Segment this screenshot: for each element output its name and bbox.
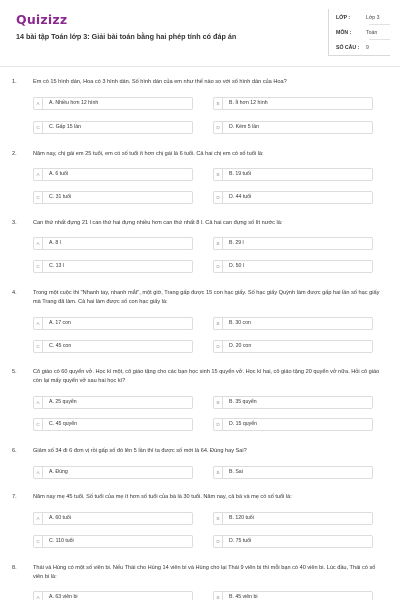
option-letter: A	[34, 318, 43, 329]
answer-option[interactable]	[213, 121, 373, 134]
option-text: C. Gấp 15 lần	[49, 124, 82, 130]
answer-option[interactable]	[213, 97, 373, 110]
option-text: A. 63 viên bi	[49, 594, 78, 600]
option-letter: B	[214, 467, 223, 478]
question-number: 5.	[12, 369, 17, 375]
option-text: C. 13 l	[49, 263, 64, 269]
question-number: 1.	[12, 79, 17, 85]
option-letter: C	[34, 261, 43, 272]
option-letter: D	[214, 192, 223, 203]
grade-value: Lớp 3	[366, 15, 380, 21]
subject-value: Toán	[366, 30, 378, 36]
option-letter: A	[34, 98, 43, 109]
option-text: A. 25 quyển	[49, 399, 77, 405]
option-letter: A	[34, 592, 43, 600]
option-letter: B	[214, 318, 223, 329]
option-letter: A	[34, 238, 43, 249]
option-letter: C	[34, 192, 43, 203]
subject-label: MÔN :	[336, 30, 352, 36]
question-text: Thái và Hùng có một số viên bi. Nếu Thái cho Hùng 14 viên bi và Hùng cho lại Thái 9 viên bi thì mỗi bạn có 40 viên bi. Lúc đầu, Thái có số viên bi là:	[33, 565, 376, 580]
answer-option[interactable]	[33, 191, 193, 204]
option-text: C. 45 con	[49, 343, 72, 349]
question-number: 6.	[12, 448, 17, 454]
answer-option[interactable]	[33, 260, 193, 273]
answer-option[interactable]	[213, 340, 373, 353]
worksheet-title: 14 bài tập Toán lớp 3: Giải bài toán bằng hai phép tính có đáp án	[16, 32, 237, 41]
option-text: A. 60 tuổi	[49, 515, 71, 521]
question-text: Năm nay, chị gái em 25 tuổi, em có số tuổi ít hơn chị gái là 6 tuổi. Cả hai chị em có số tuổi là:	[33, 151, 264, 157]
answer-option[interactable]	[33, 340, 193, 353]
option-text: A. Nhiều hơn 12 hình	[49, 100, 99, 106]
answer-option[interactable]	[213, 418, 373, 431]
answer-option[interactable]	[213, 260, 373, 273]
question-number: 8.	[12, 565, 17, 571]
question-text: Năm nay mẹ 45 tuổi. Số tuổi của mẹ ít hơn số tuổi của bà là 30 tuổi. Năm nay, cả bà và mẹ có số tuổi là:	[33, 494, 292, 500]
info-row-count	[336, 42, 388, 56]
answer-option[interactable]	[33, 591, 193, 600]
answer-option[interactable]	[33, 97, 193, 110]
option-text: D. 75 tuổi	[229, 538, 252, 544]
question-text: Giảm số 34 đi 6 đơn vị rồi gấp số đó lên 5 lần thì ta được số mới là 64. Đúng hay Sai?	[33, 448, 247, 454]
answer-option[interactable]	[213, 512, 373, 525]
option-letter: B	[214, 397, 223, 408]
option-letter: C	[34, 341, 43, 352]
option-letter: B	[214, 238, 223, 249]
option-text: A. 6 tuổi	[49, 171, 69, 177]
answer-option[interactable]	[33, 512, 193, 525]
answer-option[interactable]	[213, 396, 373, 409]
grade-label: LỚP :	[336, 15, 351, 21]
option-text: B. 19 tuổi	[229, 171, 251, 177]
answer-option[interactable]	[33, 121, 193, 134]
option-text: D. 20 con	[229, 343, 252, 349]
option-text: D. 50 l	[229, 263, 244, 269]
option-text: A. 8 l	[49, 240, 61, 246]
option-text: D. 44 tuổi	[229, 194, 252, 200]
answer-option[interactable]	[213, 535, 373, 548]
option-letter: C	[34, 419, 43, 430]
option-letter: B	[214, 98, 223, 109]
question-text: Can thứ nhất đựng 21 l can thứ hai đựng nhiều hơn can thứ nhất 8 l. Cả hai can đựng số lít nước là:	[33, 220, 283, 226]
question-number: 4.	[12, 290, 17, 296]
option-text: D. Kém 5 lần	[229, 124, 259, 130]
info-divider	[369, 39, 390, 40]
answer-option[interactable]	[213, 591, 373, 600]
option-letter: A	[34, 397, 43, 408]
option-text: C. 45 quyển	[49, 421, 77, 427]
question-count-value: 9	[366, 45, 369, 51]
option-text: D. 15 quyển	[229, 421, 257, 427]
answer-option[interactable]	[213, 237, 373, 250]
option-text: C. 31 tuổi	[49, 194, 72, 200]
header-divider	[0, 66, 400, 67]
option-letter: B	[214, 513, 223, 524]
question-number: 3.	[12, 220, 17, 226]
option-text: B. 45 viên bi	[229, 594, 258, 600]
question-text: Cô giáo có 60 quyển vở. Học kì một, cô giáo tặng cho các bạn học sinh 15 quyển vở. Học kì hai, cô giáo tặng 20 quyển vở nữa. Hỏi cô giáo còn lại mấy quyển vở sau hai học kì?	[33, 369, 380, 384]
option-text: B. Sai	[229, 469, 243, 475]
option-letter: B	[214, 592, 223, 600]
option-letter: D	[214, 341, 223, 352]
answer-option[interactable]	[33, 168, 193, 181]
option-text: B. 29 l	[229, 240, 244, 246]
quizizz-logo: Quizizz	[16, 12, 68, 27]
answer-option[interactable]	[213, 317, 373, 330]
answer-option[interactable]	[33, 466, 193, 479]
answer-option[interactable]	[213, 466, 373, 479]
answer-option[interactable]	[33, 396, 193, 409]
option-letter: C	[34, 122, 43, 133]
option-letter: B	[214, 169, 223, 180]
answer-option[interactable]	[213, 191, 373, 204]
answer-option[interactable]	[33, 317, 193, 330]
info-divider	[369, 24, 390, 25]
option-text: B. Ít hơn 12 hình	[229, 100, 268, 106]
option-text: C. 110 tuổi	[49, 538, 74, 544]
option-letter: A	[34, 467, 43, 478]
option-letter: A	[34, 513, 43, 524]
option-letter: D	[214, 261, 223, 272]
option-text: B. 35 quyển	[229, 399, 257, 405]
answer-option[interactable]	[33, 237, 193, 250]
question-text: Em có 15 hình dán, Hoa có 3 hình dán. Số hình dán của em như thế nào so với số hình dán của Hoa?	[33, 79, 287, 85]
option-letter: D	[214, 536, 223, 547]
option-text: A. Đúng	[49, 469, 68, 475]
question-number: 7.	[12, 494, 17, 500]
option-letter: A	[34, 169, 43, 180]
question-text: Trong một cuộc thi "Nhanh tay, nhanh mắt", một giờ, Trang gấp được 15 con hạc giấy. Số hạc giấy Quỳnh làm được gấp hai lần số hạc giấy mà Trang đã làm. Cả hai làm được số con hạc giấy là:	[33, 290, 380, 305]
option-text: A. 17 con	[49, 320, 71, 326]
question-count-label: SỐ CÂU :	[336, 45, 360, 51]
option-text: B. 30 con	[229, 320, 251, 326]
answer-option[interactable]	[213, 168, 373, 181]
option-letter: C	[34, 536, 43, 547]
option-letter: D	[214, 419, 223, 430]
answer-option[interactable]	[33, 418, 193, 431]
option-letter: D	[214, 122, 223, 133]
question-number: 2.	[12, 151, 17, 157]
option-text: B. 120 tuổi	[229, 515, 254, 521]
worksheet-info-box	[328, 9, 390, 56]
answer-option[interactable]	[33, 535, 193, 548]
